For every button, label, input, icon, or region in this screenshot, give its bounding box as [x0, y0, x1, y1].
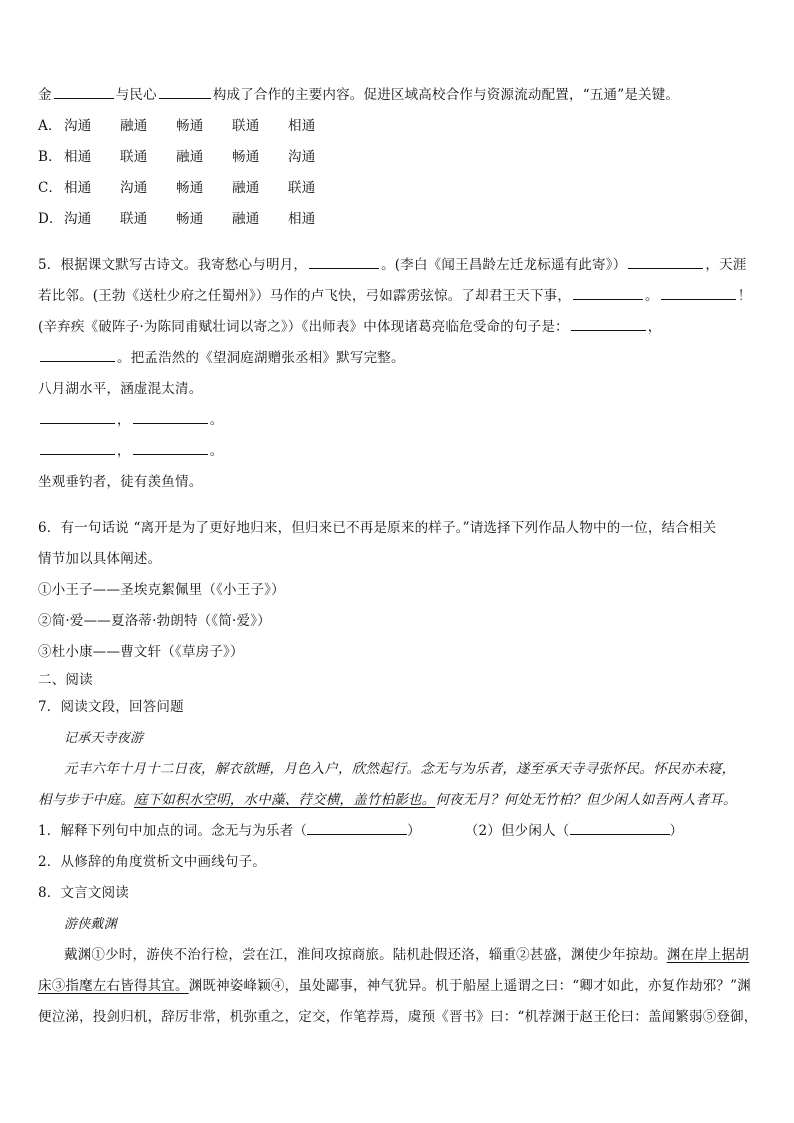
answer-blank[interactable]	[573, 282, 643, 300]
q4-option-b[interactable]: B． 相通 联通 融通 畅通 沟通	[38, 149, 316, 165]
q5-line-4: 。把孟浩然的《望洞庭湖赠张丞相》默写完整。	[38, 343, 756, 374]
answer-blank[interactable]	[133, 406, 208, 424]
q8-title: 游侠戴渊	[64, 917, 117, 932]
q4-option-a[interactable]: A． 沟通 融通 畅通 联通 相通	[38, 118, 316, 134]
spacer	[38, 498, 756, 513]
q6-line-1: 6．有一句话说 “离开是为了更好地归来，但归来已不再是原来的样子。”请选择下列作品人物中的一位，结合相关	[38, 520, 717, 536]
answer-blank[interactable]	[159, 81, 211, 99]
q7-heading: 7．阅读文段，回答问题	[38, 699, 184, 715]
answer-blank[interactable]	[307, 817, 407, 835]
q5-line-3: (辛弃疾《破阵子·为陈同甫赋壮词以寄之》）《出师表》中体现诸葛亮临危受命的句子是： ，	[38, 312, 756, 343]
page-content	[38, 80, 756, 1033]
poem-line-1: 八月湖水平，涵虚混太清。	[38, 381, 203, 397]
section-heading: 二、阅读	[38, 672, 93, 688]
answer-blank[interactable]	[628, 251, 703, 269]
poem-line-2: ， 。	[38, 405, 756, 436]
q7-para-1: 元丰六年十月十二日夜，解衣欲睡，月色入户，欣然起行。念无与为乐者，遂至承天寺寻张怀民。怀民亦未寝，	[64, 761, 736, 777]
q6-line-2: 情节加以具体阐述。	[38, 551, 162, 567]
q4-option-d[interactable]: D．沟通 联通 畅通 融通 相通	[38, 211, 316, 227]
q4-option-c[interactable]: C． 相通 沟通 畅通 融通 联通	[38, 180, 316, 196]
answer-blank[interactable]	[40, 437, 115, 455]
answer-blank[interactable]	[571, 313, 646, 331]
q7-sub-2: 2．从修辞的角度赏析文中画线句子。	[38, 854, 266, 870]
answer-blank[interactable]	[133, 437, 208, 455]
q7-sub-1: 1．解释下列句中加点的词。念无与为乐者（ ） （2）但少闲人（ ）	[38, 816, 756, 847]
answer-blank[interactable]	[309, 251, 379, 269]
answer-blank[interactable]	[54, 81, 114, 99]
answer-blank[interactable]	[40, 344, 115, 362]
underlined-sentence: 庭下如积水空明，水中藻、荇交横，盖竹柏影也。	[133, 792, 436, 808]
q4-stem: 金 与民心 构成了合作的主要内容。促进区域高校合作与资源流动配置，“五通”是关键。	[38, 80, 756, 111]
answer-blank[interactable]	[661, 282, 736, 300]
poem-line-end: 坐观垂钓者，徒有羡鱼情。	[38, 474, 203, 490]
answer-blank[interactable]	[40, 406, 115, 424]
underlined-sentence: 床③指麾左右皆得其宜。	[38, 978, 189, 994]
q6-item-2: ②简·爱——夏洛蒂·勃朗特（《简·爱》）	[38, 613, 271, 629]
q6-item-3: ③杜小康——曹文轩（《草房子》）	[38, 644, 244, 660]
q5-line-1: 5．根据课文默写古诗文。我寄愁心与明月， 。(李白《闻王昌龄左迁龙标遥有此寄》） ，天涯	[38, 250, 756, 281]
answer-blank[interactable]	[570, 817, 670, 835]
q8-para-2: 床③指麾左右皆得其宜。渊既神姿峰颖④，虽处鄙事，神气犹异。机于船屋上遥谓之曰：“卿才如此，亦复作劫邪？”渊	[38, 978, 751, 994]
q5-line-2: 若比邻。(王勃《送杜少府之任蜀州》）马作的卢飞快，弓如霹雳弦惊。了却君王天下事， 。 ！	[38, 281, 756, 312]
q7-title: 记承天寺夜游	[64, 731, 144, 746]
q7-para-2: 相与步于中庭。庭下如积水空明，水中藻、荇交横，盖竹柏影也。何夜无月？何处无竹柏？但少闲人如吾两人者耳。	[38, 792, 737, 808]
underlined-sentence: 渊在岸上据胡	[666, 947, 750, 963]
q8-para-1: 戴渊①少时，游侠不治行检，尝在江，淮间攻掠商旅。陆机赴假还洛，辎重②甚盛，渊使少年掠劫。渊在岸上据胡	[64, 947, 750, 963]
q8-para-3: 便泣涕，投剑归机，辞厉非常，机弥重之，定交，作笔荐焉，虞预《晋书》曰：“机荐渊于赵王伦曰：盖闻繁弱⑤登御，	[38, 1009, 758, 1025]
q8-heading: 8．文言文阅读	[38, 885, 129, 901]
poem-line-3: ， 。	[38, 436, 756, 467]
q6-item-1: ①小王子——圣埃克絮佩里（《小王子》）	[38, 582, 285, 598]
spacer	[38, 235, 756, 250]
